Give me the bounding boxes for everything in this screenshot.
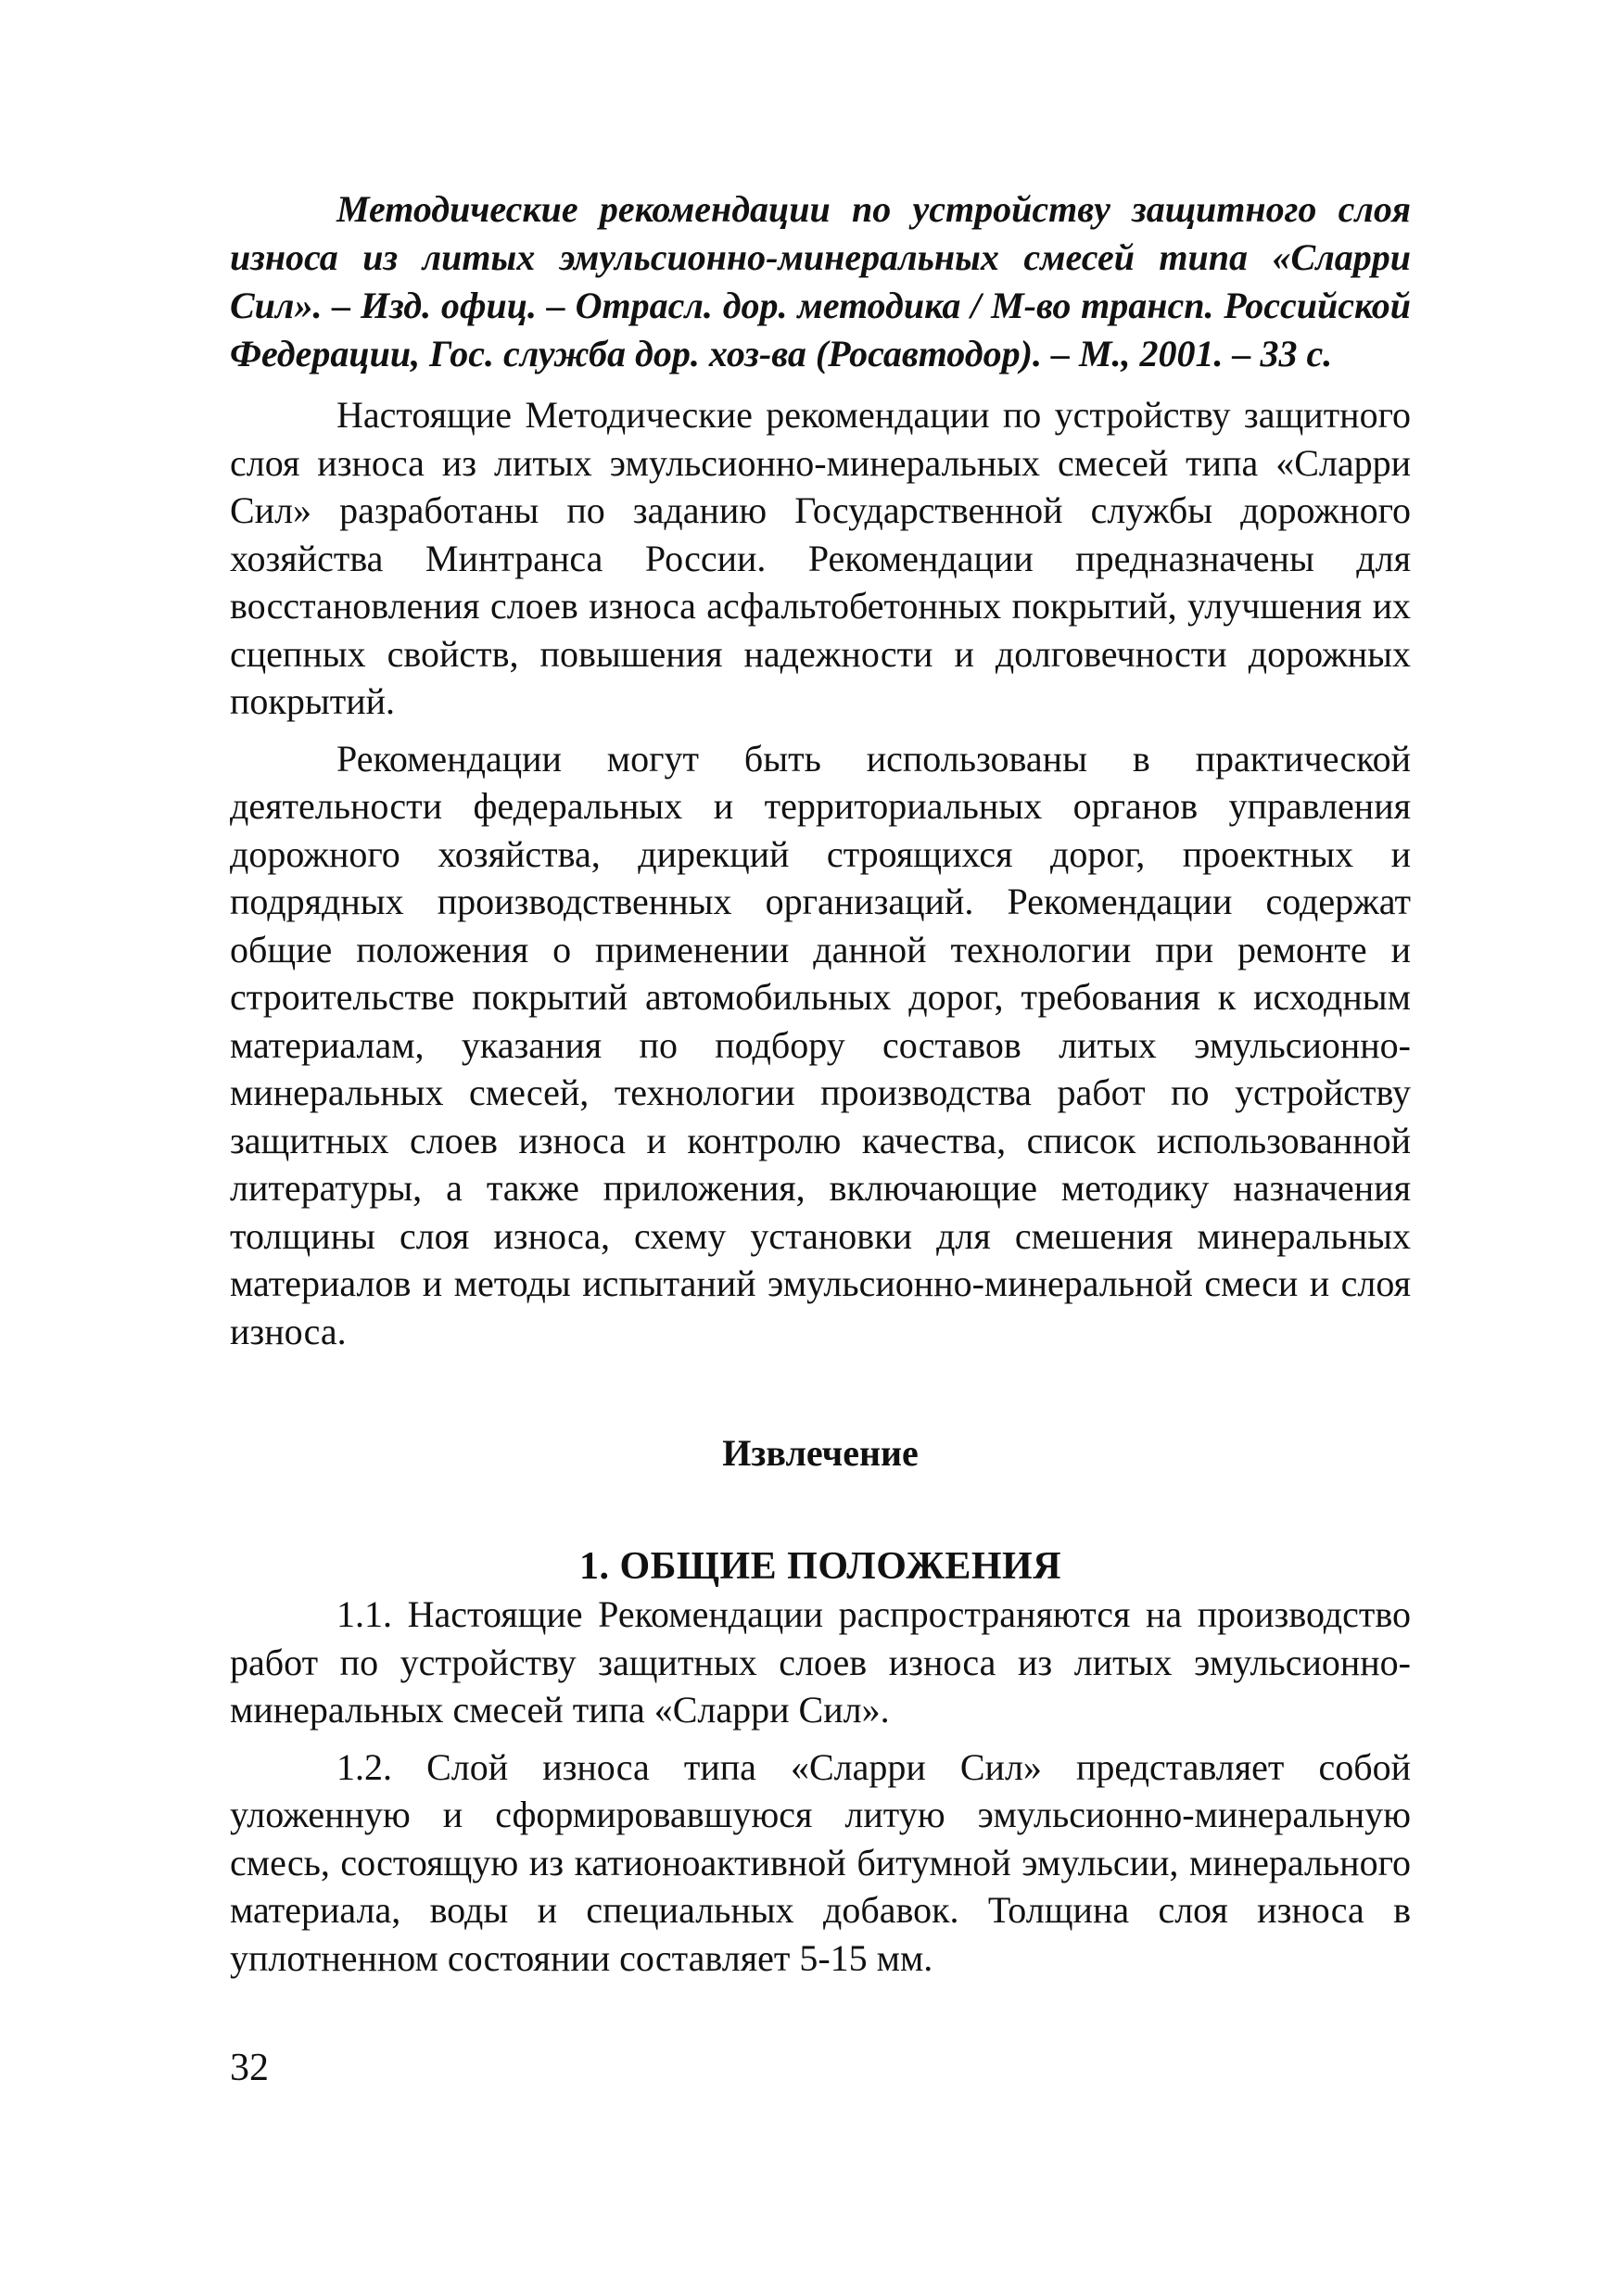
section-paragraph-1-2: 1.2. Слой износа типа «Сларри Сил» представляет собой уложенную и сформировавшуюся литую эмульсионно-минеральную смесь, состоящую из катионоактивной битумной эмульсии, минерального материала, воды и специальных добавок. Толщина слоя износа в уплотненном состоянии составляет 5-15 мм. <box>230 1745 1411 1979</box>
section-title: 1. ОБЩИЕ ПОЛОЖЕНИЯ <box>578 1545 1062 1588</box>
section-paragraph-1-1: 1.1. Настоящие Рекомендации распространяются на производство работ по устройству защитных слоев износа из литых эмульсионно-минеральных смесей типа «Сларри Сил». <box>230 1593 1411 1731</box>
extract-heading: Извлечение <box>722 1432 919 1474</box>
document-page <box>230 185 1411 1982</box>
abstract-paragraph-1: Настоящие Методические рекомендации по устройству защитного слоя износа из литых эмульсионно-минеральных смесей типа «Сларри Сил» разработаны по заданию Государственной службы дорожного хозяйства Минтранса России. Рекомендации предназначены для восстановления слоев износа асфальтобетонных покрытий, улучшения их сцепных свойств, повышения надежности и долговечности дорожных покрытий. <box>230 394 1411 722</box>
abstract-paragraph-2: Рекомендации могут быть использованы в практической деятельности федеральных и территориальных органов управления дорожного хозяйства, дирекций строящихся дорог, проектных и подрядных производственных организаций. Рекомендации содержат общие положения о применении данной технологии при ремонте и строительстве покрытий автомобильных дорог, требования к исходным материалам, указания по подбору составов литых эмульсионно-минеральных смесей, технологии производства работ по устройству защитных слоев износа и контролю качества, список использованной литературы, а также приложения, включающие методику назначения толщины слоя износа, схему установки для смешения минеральных материалов и методы испытаний эмульсионно-минеральной смеси и слоя износа. <box>230 737 1411 1352</box>
bibliographic-citation: Методические рекомендации по устройству защитного слоя износа из литых эмульсионно-минеральных смесей типа «Сларри Сил». – Изд. офиц. – Отрасл. дор. методика / М-во трансп. Российской Федерации, Гос. служба дор. хоз-ва (Росавтодор). – М., 2001. – 33 с. <box>230 188 1411 374</box>
page-number: 32 <box>230 2047 269 2089</box>
